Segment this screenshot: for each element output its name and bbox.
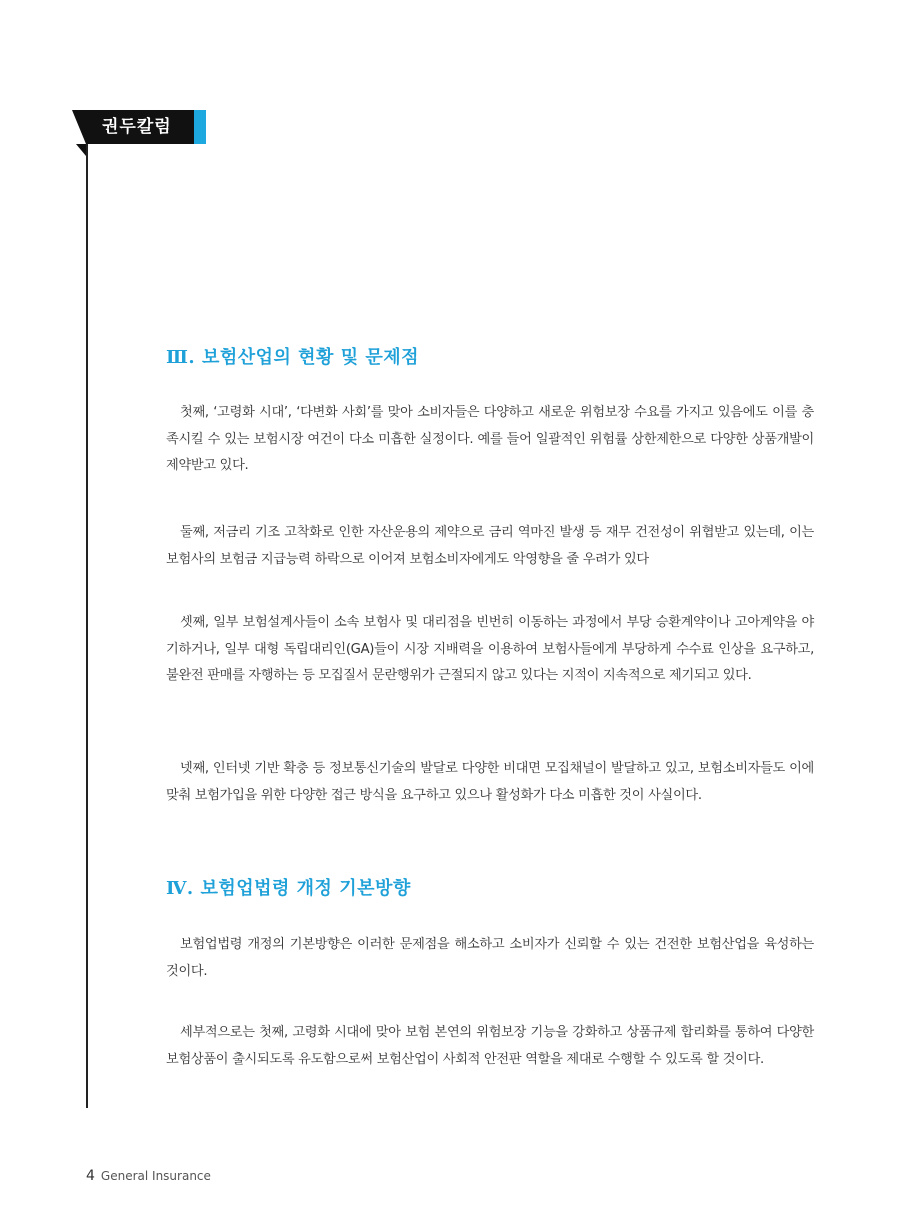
left-vertical-rule <box>86 144 88 1108</box>
page-footer <box>86 1168 211 1184</box>
paragraph: 첫째, ‘고령화 시대’, ‘다변화 사회’를 맞아 소비자들은 다양하고 새로운 위험보장 수요를 가지고 있음에도 이를 충족시킬 수 있는 보험시장 여건이 다소 미흡한 실정이다. 예를 들어 일괄적인 위험률 상한제한으로 다양한 상품개발이 제약받고 있다. <box>166 405 814 473</box>
section-heading-4: Ⅳ. 보험업법령 개정 기본방향 <box>166 878 411 899</box>
page-number: 4 <box>86 1168 95 1184</box>
paragraph: 세부적으로는 첫째, 고령화 시대에 맞아 보험 본연의 위험보장 기능을 강화하고 상품규제 합리화를 통하여 다양한 보험상품이 출시되도록 유도함으로써 보험산업이 사회적 안전판 역할을 제대로 수행할 수 있도록 할 것이다. <box>166 1025 814 1067</box>
paragraph: 보험업법령 개정의 기본방향은 이러한 문제점을 해소하고 소비자가 신뢰할 수 있는 건전한 보험산업을 육성하는 것이다. <box>166 937 814 979</box>
paragraph: 둘째, 저금리 기조 고착화로 인한 자산운용의 제약으로 금리 역마진 발생 등 재무 건전성이 위협받고 있는데, 이는 보험사의 보험금 지급능력 하락으로 이어져 보험소비자에게도 악영향을 줄 우려가 있다 <box>166 525 814 567</box>
column-tab-notch <box>72 110 86 144</box>
column-label: 권두칼럼 <box>86 110 194 144</box>
publication-name: General Insurance <box>100 1169 211 1183</box>
section-heading-3: Ⅲ. 보험산업의 현황 및 문제점 <box>166 347 420 368</box>
column-tab-fold <box>76 144 86 156</box>
paragraph: 넷째, 인터넷 기반 확충 등 정보통신기술의 발달로 다양한 비대면 모집채널이 발달하고 있고, 보험소비자들도 이에 맞춰 보험가입을 위한 다양한 접근 방식을 요구하고 있으나 활성화가 다소 미흡한 것이 사실이다. <box>166 761 814 803</box>
paragraph: 셋째, 일부 보험설계사들이 소속 보험사 및 대리점을 빈번히 이동하는 과정에서 부당 승환계약이나 고아계약을 야기하거나, 일부 대형 독립대리인(GA)들이 시장 지배력을 이용하여 보험사들에게 부당하게 수수료 인상을 요구하고, 불완전 판매를 자행하는 등 모집질서 문란행위가 근절되지 않고 있다는 지적이 지속적으로 제기되고 있다. <box>166 615 814 683</box>
column-accent-bar <box>194 110 206 144</box>
